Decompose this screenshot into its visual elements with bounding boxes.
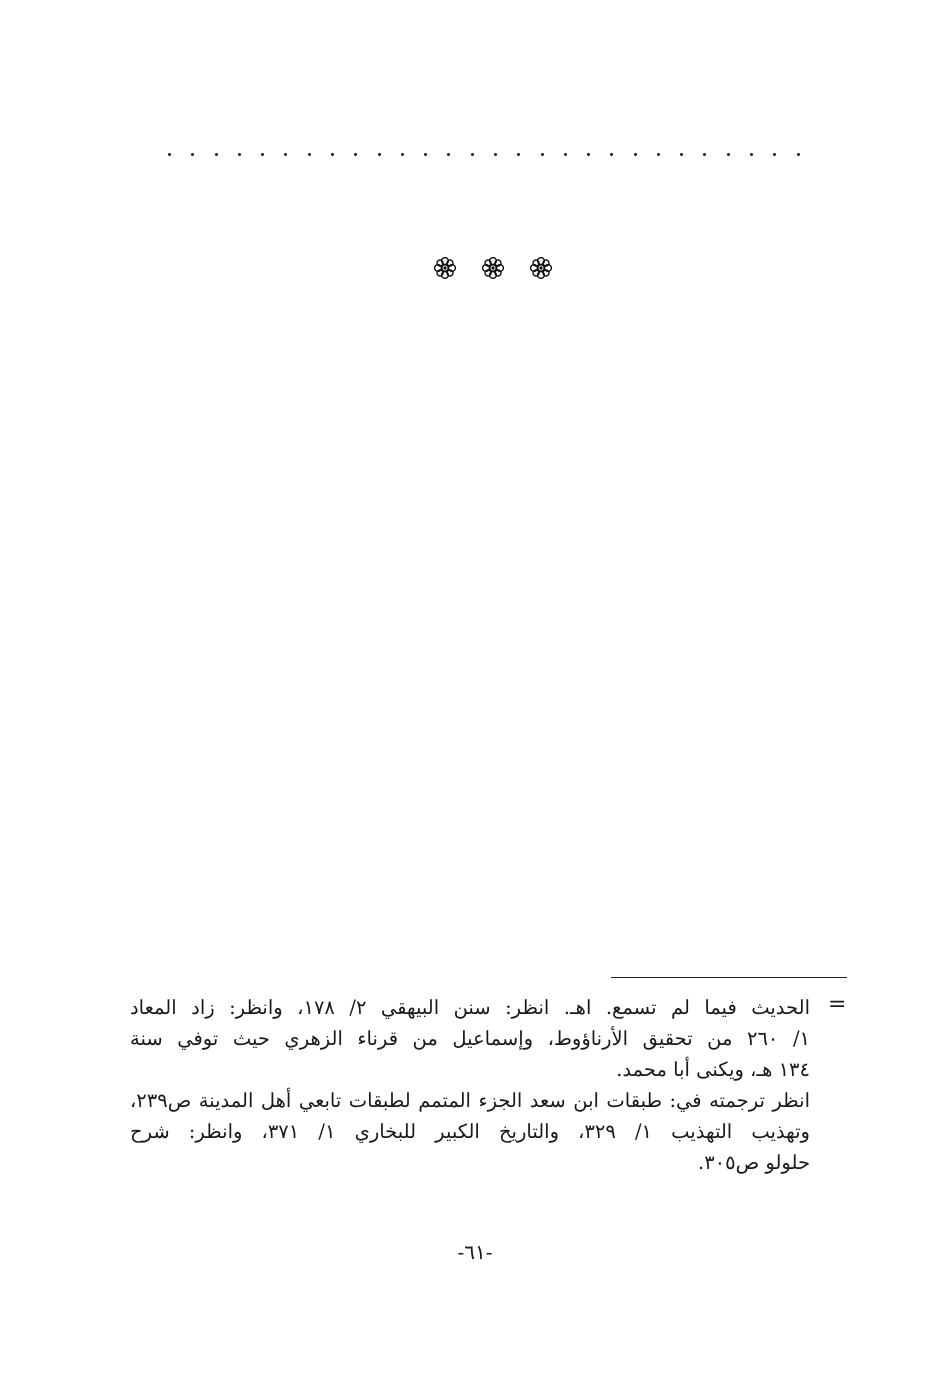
separator-dot [610,153,613,156]
separator-dot [331,153,334,156]
separator-dot [261,153,264,156]
separator-dot [471,153,474,156]
footnote-line: وتهذيب التهذيب ١/ ٣٢٩، والتاريخ الكبير للبخاري ١/ ٣٧١، وانظر: شرح [130,1120,810,1143]
footnote-line: الحديث فيما لم تسمع. اهـ. انظر: سنن البيهقي ٢/ ١٧٨، وانظر: زاد المعاد [130,996,810,1019]
separator-dot [238,153,241,156]
footnote-separator-rule [611,977,847,978]
separator-dot [541,153,544,156]
separator-dot [587,153,590,156]
footnote-line: ١٣٤ هـ، ويكنى أبا محمد. [616,1058,810,1081]
separator-dot [750,153,753,156]
separator-dot [215,153,218,156]
separator-dot [494,153,497,156]
footnote-continuation-marker: = [828,992,847,1017]
separator-dot [517,153,520,156]
footnote-line: ١/ ٢٦٠ من تحقيق الأرناؤوط، وإسماعيل من قرناء الزهري حيث توفي سنة [130,1027,810,1050]
separator-dot [308,153,311,156]
separator-dot [424,153,427,156]
separator-dot [727,153,730,156]
flower-ornament-icon [433,256,457,280]
flower-ornament-icon [529,256,553,280]
footnotes-block [130,992,810,1178]
separator-dot [634,153,637,156]
separator-dot [703,153,706,156]
separator-dot [680,153,683,156]
footnote-line: حلولو ص٣٠٥. [698,1151,810,1174]
separator-dot [447,153,450,156]
separator-dot [797,153,800,156]
separator-dot [191,153,194,156]
dotted-separator [168,146,800,162]
separator-dot [773,153,776,156]
separator-dot [284,153,287,156]
separator-dot [168,153,171,156]
separator-dot [378,153,381,156]
ornament-divider [433,254,553,282]
footnote-line: انظر ترجمته في: طبقات ابن سعد الجزء المتمم لطبقات تابعي أهل المدينة ص٢٣٩، [130,1089,810,1112]
flower-ornament-icon [481,256,505,280]
separator-dot [401,153,404,156]
separator-dot [564,153,567,156]
page-number: -٦١- [457,1240,493,1264]
separator-dot [354,153,357,156]
separator-dot [657,153,660,156]
